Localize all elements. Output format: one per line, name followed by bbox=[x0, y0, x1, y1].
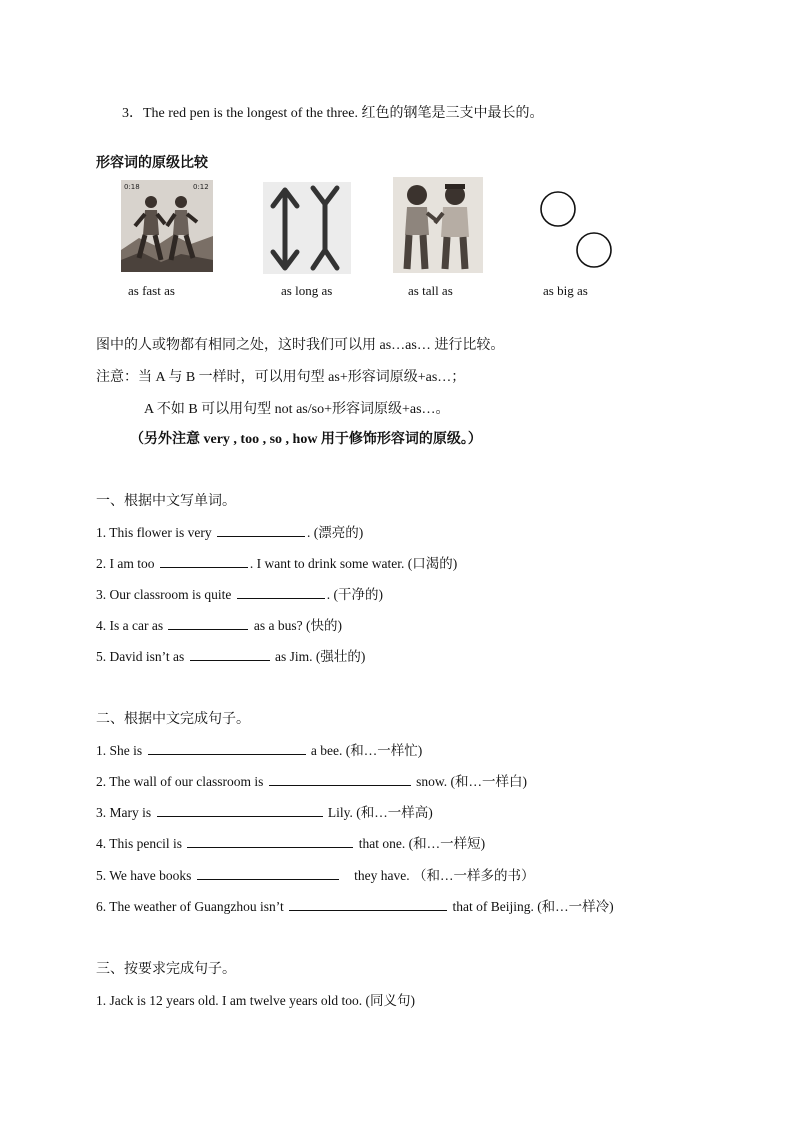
item-text: . (漂亮的) bbox=[306, 525, 364, 540]
caption-long: as long as bbox=[281, 283, 333, 298]
item-text: 5. We have books bbox=[96, 868, 192, 883]
answer-blank[interactable] bbox=[190, 648, 270, 661]
answer-blank[interactable] bbox=[237, 586, 325, 599]
note-line-1: 注意：当 A 与 B 一样时，可以用句型 as+形容词原级+as…； bbox=[96, 370, 466, 385]
item-text: as Jim. (强壮的) bbox=[275, 649, 366, 664]
answer-blank[interactable] bbox=[160, 555, 248, 568]
part2-item-3 bbox=[96, 801, 433, 821]
part2-item-5 bbox=[96, 864, 535, 884]
arrows-image bbox=[263, 182, 351, 274]
item-text: 1. This flower is very bbox=[96, 525, 212, 540]
item-text: as a bus? (快的) bbox=[253, 618, 342, 633]
section-title: 形容词的原级比较 bbox=[96, 155, 208, 171]
item-text: 2. I am too bbox=[96, 556, 155, 571]
item-text: they have. （和…一样多的书） bbox=[354, 868, 535, 883]
item-text: 4. This pencil is bbox=[96, 836, 182, 851]
item-text: . I want to drink some water. (口渴的) bbox=[249, 556, 458, 571]
answer-blank[interactable] bbox=[197, 867, 339, 880]
part2-item-4 bbox=[96, 832, 485, 852]
part1-item-5 bbox=[96, 645, 365, 665]
caption-tall: as tall as bbox=[408, 283, 453, 298]
intro-sentence: 3．The red pen is the longest of the three. 红色的钢笔是三支中最长的。 bbox=[122, 106, 544, 121]
item-text: snow. (和…一样白) bbox=[416, 774, 527, 789]
item-text: a bee. (和…一样忙) bbox=[310, 743, 423, 758]
item-text: 2. The wall of our classroom is bbox=[96, 774, 264, 789]
boys-image bbox=[393, 177, 483, 273]
item-text: . (干净的) bbox=[326, 587, 383, 602]
item-text: 3. Mary is bbox=[96, 805, 152, 820]
racers-image bbox=[121, 180, 213, 272]
part3-title: 三、按要求完成句子。 bbox=[96, 962, 236, 977]
clock-right: 0:12 bbox=[193, 183, 209, 191]
part1-title: 一、根据中文写单词。 bbox=[96, 494, 236, 509]
item-text: 5. David isn’t as bbox=[96, 649, 185, 664]
answer-blank[interactable] bbox=[168, 617, 248, 630]
part2-item-1 bbox=[96, 739, 422, 759]
explanation-text: 图中的人或物都有相同之处，这时我们可以用 as…as… 进行比较。 bbox=[96, 338, 505, 353]
item-text: that of Beijing. (和…一样冷) bbox=[452, 899, 614, 914]
clock-left: 0:18 bbox=[124, 183, 140, 191]
answer-blank[interactable] bbox=[217, 524, 305, 537]
part2-item-6 bbox=[96, 895, 614, 915]
answer-blank[interactable] bbox=[157, 804, 323, 817]
caption-fast: as fast as bbox=[128, 283, 175, 298]
answer-blank[interactable] bbox=[187, 835, 353, 848]
part1-item-1 bbox=[96, 521, 363, 541]
part1-item-4 bbox=[96, 614, 342, 634]
part2-title: 二、根据中文完成句子。 bbox=[96, 712, 250, 727]
item-text: that one. (和…一样短) bbox=[358, 836, 486, 851]
item-text: 3. Our classroom is quite bbox=[96, 587, 232, 602]
part1-item-2 bbox=[96, 552, 457, 572]
answer-blank[interactable] bbox=[269, 773, 411, 786]
part2-item-2 bbox=[96, 770, 527, 790]
note-line-3: （另外注意 very , too , so , how 用于修饰形容词的原级。） bbox=[130, 432, 482, 447]
item-text: Lily. (和…一样高) bbox=[327, 805, 433, 820]
item-text: 4. Is a car as bbox=[96, 618, 164, 633]
item-text: 6. The weather of Guangzhou isn’t bbox=[96, 899, 284, 914]
item-text: 1. She is bbox=[96, 743, 143, 758]
answer-blank[interactable] bbox=[289, 898, 447, 911]
part1-item-3 bbox=[96, 583, 383, 603]
caption-big: as big as bbox=[543, 283, 588, 298]
note-line-2: A 不如 B 可以用句型 not as/so+形容词原级+as…。 bbox=[144, 402, 450, 417]
answer-blank[interactable] bbox=[148, 742, 306, 755]
part3-item-1: 1. Jack is 12 years old. I am twelve years old too. (同义句) bbox=[96, 993, 416, 1008]
circles-image bbox=[535, 186, 617, 278]
